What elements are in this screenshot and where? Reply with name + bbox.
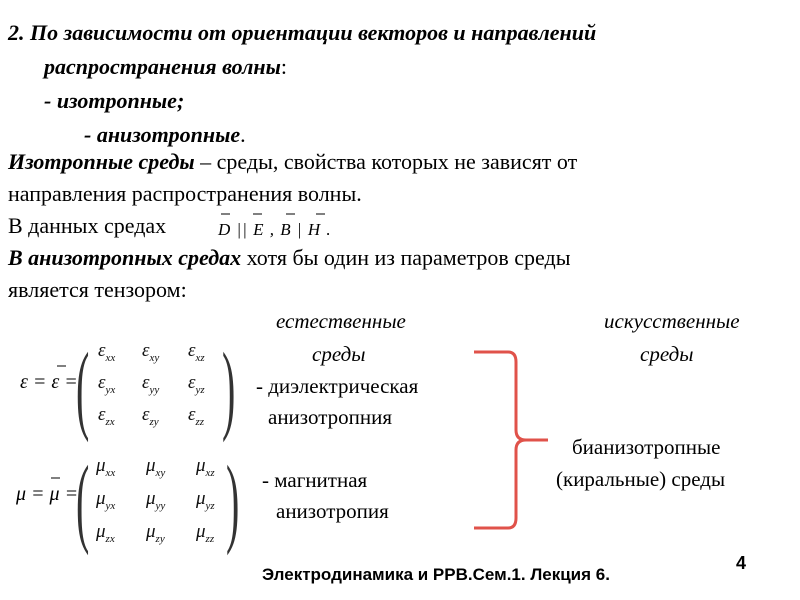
mu-cell: $\mu_{zx}$: [96, 521, 115, 545]
page-number: 4: [736, 553, 747, 573]
heading-line-1: 2. По зависимости от ориентации векторов и направлений: [8, 20, 597, 45]
eps-cell: $\varepsilon_{yz}$: [188, 372, 205, 396]
eps-cell: $\varepsilon_{zx}$: [98, 404, 115, 428]
item-anisotropic-dot: .: [240, 122, 246, 147]
in-media-formula: D || E , B | H .: [218, 220, 332, 239]
mu-left-paren: (: [76, 445, 90, 556]
item-isotropic: - изотропные;: [44, 88, 185, 113]
dielectric-anisotropy-1: - диэлектрическая: [256, 374, 419, 398]
epsilon-lhs: ε = ε =: [20, 371, 78, 393]
eps-cell: $\varepsilon_{yy}$: [142, 372, 160, 396]
heading-line-2-text: распространения волны: [44, 54, 281, 79]
bracket-curve: [474, 352, 548, 528]
bianisotropic-label-1: бианизотропные: [572, 435, 721, 459]
isotropic-definition-rest: – среды, свойства которых не зависят от: [194, 149, 578, 174]
bianisotropic-label-2: (киральные) среды: [556, 467, 726, 491]
mu-lhs: μ = μ =: [16, 483, 79, 505]
dielectric-anisotropy-2: анизотропния: [268, 405, 393, 429]
anisotropic-line-2: является тензором:: [8, 277, 187, 302]
artificial-media-label-2: среды: [640, 342, 694, 366]
anisotropic-rest: хотя бы один из параметров среды: [241, 245, 571, 270]
mu-cell: $\mu_{zz}$: [196, 521, 215, 545]
eps-cell: $\varepsilon_{yx}$: [98, 372, 116, 396]
eps-cell: $\varepsilon_{zz}$: [188, 404, 205, 428]
magnetic-anisotropy-2: анизотропия: [276, 499, 389, 523]
mu-right-paren: ): [226, 445, 240, 556]
isotropic-term: Изотропные среды: [8, 149, 195, 174]
footer-text: Электродинамика и РРВ.Сем.1. Лекция 6.: [262, 565, 610, 584]
in-media-text: В данных средах: [8, 213, 167, 238]
eps-cell: $\varepsilon_{zy}$: [142, 404, 159, 428]
anisotropic-term: В анизотропных средах: [8, 245, 242, 270]
mu-cell: $\mu_{yy}$: [146, 488, 166, 512]
mu-cell: $\mu_{yx}$: [96, 488, 116, 512]
artificial-media-label-1: искусственные: [604, 309, 740, 333]
magnetic-anisotropy-1: - магнитная: [262, 468, 368, 492]
eps-cell: $\varepsilon_{xx}$: [98, 340, 116, 364]
mu-cell: $\mu_{yz}$: [196, 488, 215, 512]
mu-cell: $\mu_{xz}$: [196, 455, 215, 479]
epsilon-left-paren: (: [76, 332, 90, 443]
natural-media-label-2: среды: [312, 342, 366, 366]
mu-cell: $\mu_{zy}$: [146, 521, 165, 545]
epsilon-right-paren: ): [222, 332, 236, 443]
natural-media-label-1: естественные: [276, 309, 406, 333]
eps-cell: $\varepsilon_{xz}$: [188, 340, 205, 364]
mu-cell: $\mu_{xy}$: [146, 455, 166, 479]
heading-line-2-colon: :: [280, 54, 288, 79]
mu-cell: $\mu_{xx}$: [96, 455, 116, 479]
eps-cell: $\varepsilon_{xy}$: [142, 340, 160, 364]
item-anisotropic-text: - анизотропные: [84, 122, 241, 147]
isotropic-definition-line-2: направления распространения волны.: [8, 181, 362, 206]
